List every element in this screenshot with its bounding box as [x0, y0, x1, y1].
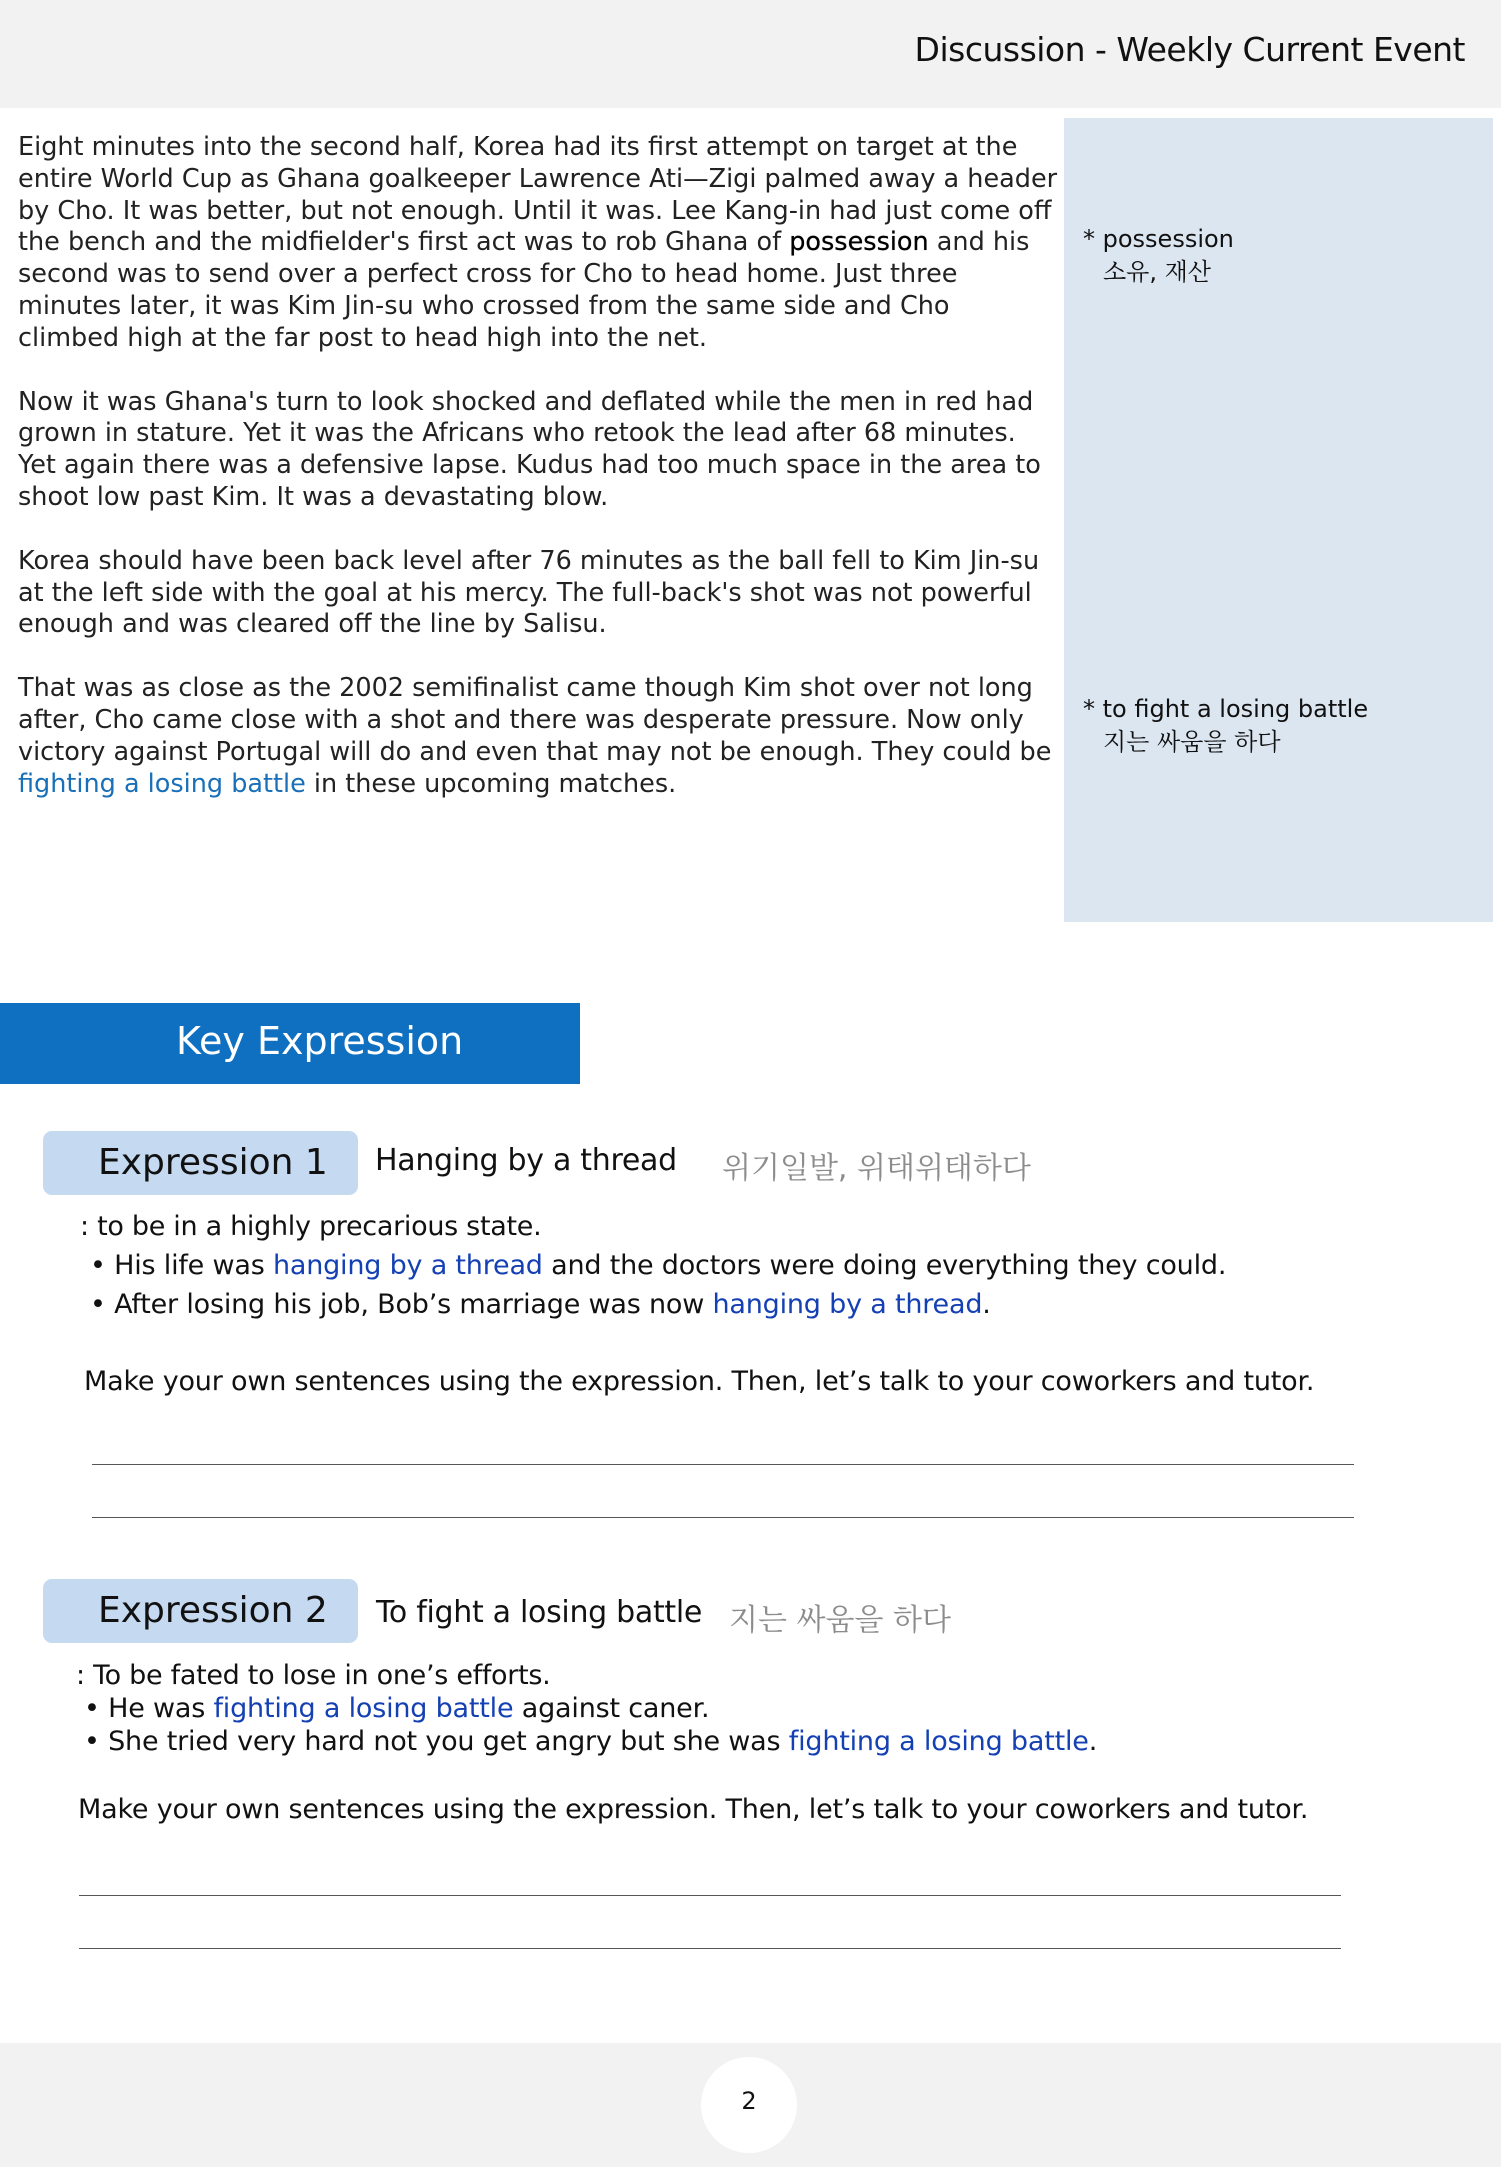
vocab-item-possession [1083, 223, 1234, 289]
expression-2-instruction: Make your own sentences using the expression. Then, let’s talk to your coworkers and tutor. [78, 1794, 1309, 1825]
answer-line [79, 1948, 1341, 1949]
expression-2-example-1 [84, 1693, 709, 1724]
example-highlight: hanging by a thread [272, 1250, 543, 1281]
example-highlight: hanging by a thread [712, 1289, 983, 1320]
expression-2-definition: : To be fated to lose in one’s efforts. [76, 1660, 551, 1691]
article-text: Eight minutes into the second half, Korea had its first attempt on target at the entire World Cup as Ghana goalkeeper Lawrence Ati—Zigi palmed away a header by Cho. It was better, but not enough. Until it was. Lee Kang-in had just come off the bench and the midfielder's first act was to rob Ghana of [18, 132, 1058, 258]
vocab-meaning: 소유, 재산 [1103, 258, 1211, 286]
expression-1-korean: 위기일발, 위태위태하다 [722, 1151, 1031, 1186]
vocab-item-losing-battle [1083, 693, 1368, 759]
example-text: against caner. [513, 1693, 710, 1724]
page-title: Discussion - Weekly Current Event [914, 30, 1465, 69]
example-text: • She tried very hard not you get angry but she was [84, 1726, 789, 1757]
expression-2-example-2 [84, 1726, 1097, 1757]
expression-1-instruction: Make your own sentences using the expression. Then, let’s talk to your coworkers and tutor. [84, 1366, 1315, 1397]
example-text: • His life was [90, 1250, 273, 1281]
article-paragraph-1 [18, 132, 1058, 355]
example-text: . [982, 1289, 991, 1320]
example-text: • He was [84, 1693, 214, 1724]
article-paragraph-2: Now it was Ghana's turn to look shocked and deflated while the men in red had grown in stature. Yet it was the Africans who retook the lead after 68 minutes. Yet again there was a defensive lapse. Kudus had too much space in the area to shoot low past Kim. It was a devastating blow. [18, 386, 1041, 512]
article-paragraph-3: Korea should have been back level after 76 minutes as the ball fell to Kim Jin-su at the left side with the goal at his mercy. The full-back's shot was not powerful enough and was cleared off the line by Salisu. [18, 545, 1040, 640]
example-text: and the doctors were doing everything they could. [542, 1250, 1227, 1281]
expression-1-phrase: Hanging by a thread [375, 1143, 677, 1178]
vocab-term: * possession [1083, 225, 1234, 253]
answer-line [92, 1517, 1354, 1518]
answer-line [92, 1464, 1354, 1465]
expression-1-label: Expression 1 [98, 1142, 328, 1183]
answer-line [79, 1895, 1341, 1896]
expression-1-definition: : to be in a highly precarious state. [80, 1211, 542, 1242]
vocab-meaning: 지는 싸움을 하다 [1103, 728, 1281, 756]
example-highlight: fighting a losing battle [788, 1726, 1089, 1757]
page-number: 2 [741, 2087, 757, 2115]
expression-2-korean: 지는 싸움을 하다 [729, 1603, 951, 1638]
example-text: • After losing his job, Bob’s marriage was now [90, 1289, 713, 1320]
vocab-highlight-losing-battle: fighting a losing battle [18, 768, 306, 799]
example-highlight: fighting a losing battle [213, 1693, 514, 1724]
article-text: in these upcoming matches. [305, 768, 677, 799]
article-text: and his second was to send over a perfect cross for Cho to head home. Just three minutes later, it was Kim Jin-su who crossed from the same side and Cho climbed high at the far post to head high into the net. [18, 227, 1030, 353]
expression-1-example-2 [90, 1289, 991, 1320]
key-expression-title: Key Expression [176, 1019, 464, 1063]
example-text: . [1088, 1726, 1098, 1757]
article-text: That was as close as the 2002 semifinalist came though Kim shot over not long after, Cho came close with a shot and there was desperate pressure. Now only victory against Portugal will do and even that may not be enough. They could be [18, 673, 1052, 767]
vocab-term: * to fight a losing battle [1083, 695, 1369, 723]
expression-2-label: Expression 2 [98, 1590, 328, 1631]
article-paragraph-4 [18, 673, 1058, 800]
expression-2-phrase: To fight a losing battle [376, 1595, 703, 1630]
expression-1-example-1 [90, 1250, 1226, 1281]
vocab-highlight-possession: possession [789, 227, 929, 258]
article-body [18, 132, 1058, 832]
